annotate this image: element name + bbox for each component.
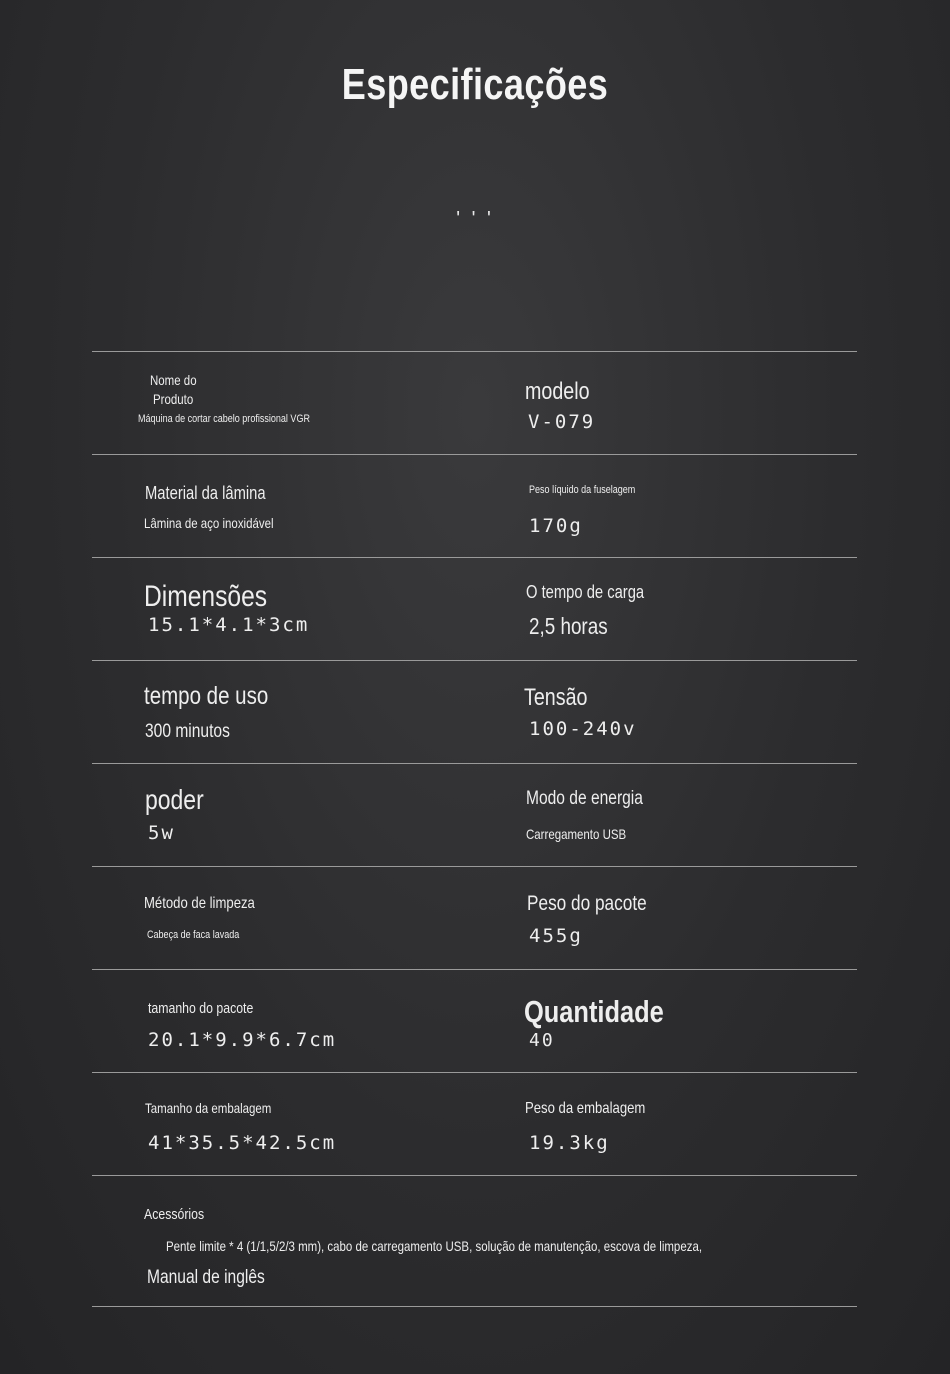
power-value: 5w — [148, 822, 175, 844]
spec-row-usage-voltage — [92, 661, 857, 764]
package-weight-label: Peso do pacote — [527, 892, 647, 915]
spec-row-dimensions-charge — [92, 558, 857, 661]
package-weight-value: 455g — [529, 925, 583, 947]
blade-material-label: Material da lâmina — [145, 483, 266, 503]
product-name-value: Máquina de cortar cabelo profissional VGR — [138, 413, 310, 425]
net-weight-value: 170g — [529, 515, 583, 537]
quantity-label: Quantidade — [524, 994, 664, 1029]
dimensions-label: Dimensões — [144, 580, 268, 613]
page-title: Especificações — [341, 60, 609, 109]
dimensions-value: 15.1*4.1*3cm — [148, 614, 310, 636]
box-weight-value: 19.3kg — [529, 1132, 610, 1154]
voltage-label: Tensão — [524, 684, 588, 711]
spec-table — [92, 351, 857, 1307]
decorative-dots: ' ' ' — [456, 208, 494, 230]
cleaning-method-label: Método de limpeza — [144, 895, 255, 912]
product-name-label-2: Produto — [153, 391, 194, 407]
product-name-label: Nome do — [150, 372, 197, 388]
spec-row-box-size-weight — [92, 1073, 857, 1176]
power-mode-value: Carregamento USB — [526, 826, 627, 842]
charge-time-value: 2,5 horas — [529, 613, 608, 639]
power-label: poder — [145, 784, 204, 815]
cleaning-method-value: Cabeça de faca lavada — [147, 929, 240, 941]
model-value: V-079 — [528, 411, 596, 433]
box-size-value: 41*35.5*42.5cm — [148, 1132, 337, 1154]
box-size-label: Tamanho da embalagem — [145, 1100, 272, 1116]
spec-row-accessories — [92, 1176, 857, 1307]
voltage-value: 100-240v — [529, 718, 637, 740]
usage-time-label: tempo de uso — [144, 682, 269, 710]
blade-material-value: Lâmina de aço inoxidável — [144, 515, 274, 531]
package-size-value: 20.1*9.9*6.7cm — [148, 1029, 337, 1051]
spec-row-name-model — [92, 352, 857, 455]
power-mode-label: Modo de energia — [526, 788, 643, 809]
net-weight-label: Peso líquido da fuselagem — [529, 484, 636, 496]
usage-time-value: 300 minutos — [145, 721, 230, 742]
quantity-value: 40 — [529, 1030, 555, 1051]
spec-row-blade-weight — [92, 455, 857, 558]
spec-row-cleaning-package-weight — [92, 867, 857, 970]
spec-row-package-size-quantity — [92, 970, 857, 1073]
accessories-label: Acessórios — [144, 1206, 205, 1223]
box-weight-label: Peso da embalagem — [525, 1100, 646, 1117]
accessories-line-2: Manual de inglês — [147, 1267, 265, 1288]
model-label: modelo — [525, 378, 590, 405]
spec-row-power-mode — [92, 764, 857, 867]
accessories-line-1: Pente limite * 4 (1/1,5/2/3 mm), cabo de carregamento USB, solução de manutenção, escova de limpeza, — [166, 1238, 703, 1254]
package-size-label: tamanho do pacote — [148, 1000, 254, 1017]
charge-time-label: O tempo de carga — [526, 582, 645, 602]
